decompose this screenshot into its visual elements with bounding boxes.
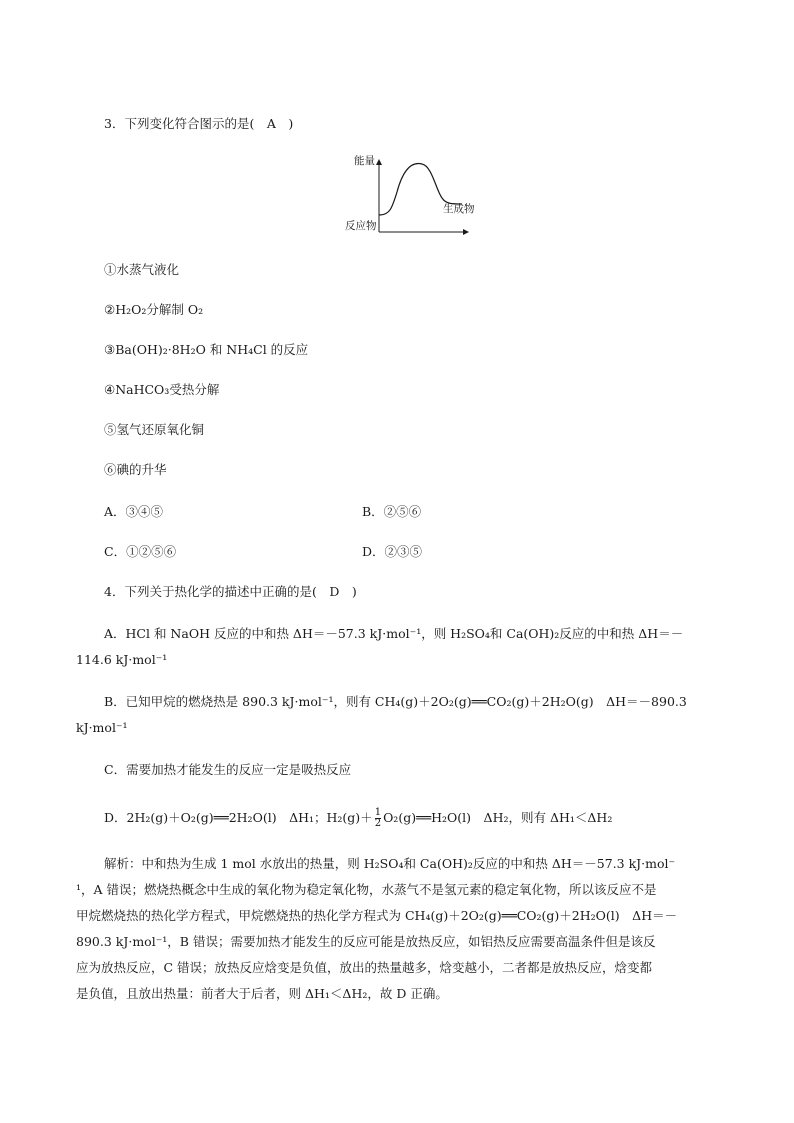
one-half-fraction — [375, 808, 381, 829]
q4-option-b-line2: kJ·mol⁻¹ — [76, 720, 128, 735]
q4-option-d-part2: O₂(g)══H₂O(l) ΔH₂，则有 ΔH₁＜ΔH₂ — [383, 810, 613, 825]
y-axis-label: 能量 — [354, 155, 375, 167]
q3-item-2: ②H₂O₂分解制 O₂ — [104, 302, 204, 317]
analysis-line-1: 解析：中和热为生成 1 mol 水放出的热量，则 H₂SO₄和 Ca(OH)₂反应的中和热 ΔH＝－57.3 kJ·mol⁻ — [104, 856, 676, 871]
q4-stem: 4．下列关于热化学的描述中正确的是( D ) — [104, 584, 357, 599]
q3-option-c: C．①②⑤⑥ — [104, 544, 177, 559]
analysis-line-4: 890.3 kJ·mol⁻¹，B 错误；需要加热才能发生的反应可能是放热反应，如铝热反应需要高温条件但是该反 — [76, 934, 656, 949]
q4-option-d — [104, 808, 612, 829]
q4-option-b-line1: B．已知甲烷的燃烧热是 890.3 kJ·mol⁻¹，则有 CH₄(g)＋2O₂(g)══CO₂(g)＋2H₂O(g) ΔH＝－890.3 — [104, 694, 687, 709]
q3-option-a: A．③④⑤ — [104, 504, 164, 519]
q3-option-d: D．②③⑤ — [362, 544, 423, 559]
q4-option-a-line2: 114.6 kJ·mol⁻¹ — [76, 652, 168, 667]
q3-option-b: B．②⑤⑥ — [362, 504, 422, 519]
q3-item-3: ③Ba(OH)₂·8H₂O 和 NH₄Cl 的反应 — [104, 342, 309, 357]
analysis-line-3: 甲烷燃烧热的热化学方程式，甲烷燃烧热的热化学方程式为 CH₄(g)＋2O₂(g)══CO₂(g)＋2H₂O(l) ΔH＝－ — [76, 908, 678, 923]
energy-diagram — [342, 152, 475, 238]
q4-option-a-line1: A．HCl 和 NaOH 反应的中和热 ΔH＝－57.3 kJ·mol⁻¹，则 H₂SO₄和 Ca(OH)₂反应的中和热 ΔH＝－ — [104, 626, 684, 641]
fraction-denominator: 2 — [374, 818, 382, 829]
analysis-line-2: ¹，A 错误；燃烧热概念中生成的氧化物为稳定氧化物，水蒸气不是氢元素的稳定氧化物，所以该反应不是 — [76, 882, 657, 897]
q3-item-6: ⑥碘的升华 — [104, 462, 167, 477]
q3-item-5: ⑤氢气还原氧化铜 — [104, 422, 205, 437]
analysis-line-6: 是负值，且放出热量：前者大于后者，则 ΔH₁＜ΔH₂，故 D 正确。 — [76, 986, 448, 1001]
q4-option-c: C．需要加热才能发生的反应一定是吸热反应 — [104, 762, 352, 777]
q3-item-1: ①水蒸气液化 — [104, 262, 180, 277]
q3-item-4: ④NaHCO₃受热分解 — [104, 382, 220, 397]
product-label: 生成物 — [443, 203, 475, 215]
q4-option-d-part1: D．2H₂(g)＋O₂(g)══2H₂O(l) ΔH₁；H₂(g)＋ — [104, 810, 373, 825]
reactant-label: 反应物 — [345, 220, 377, 232]
analysis-line-5: 应为放热反应，C 错误；放热反应焓变是负值，放出的热量越多，焓变越小，二者都是放热反应，焓变都 — [76, 960, 653, 975]
q3-stem: 3．下列变化符合图示的是( A ) — [104, 116, 294, 131]
fraction-numerator: 1 — [374, 807, 382, 818]
